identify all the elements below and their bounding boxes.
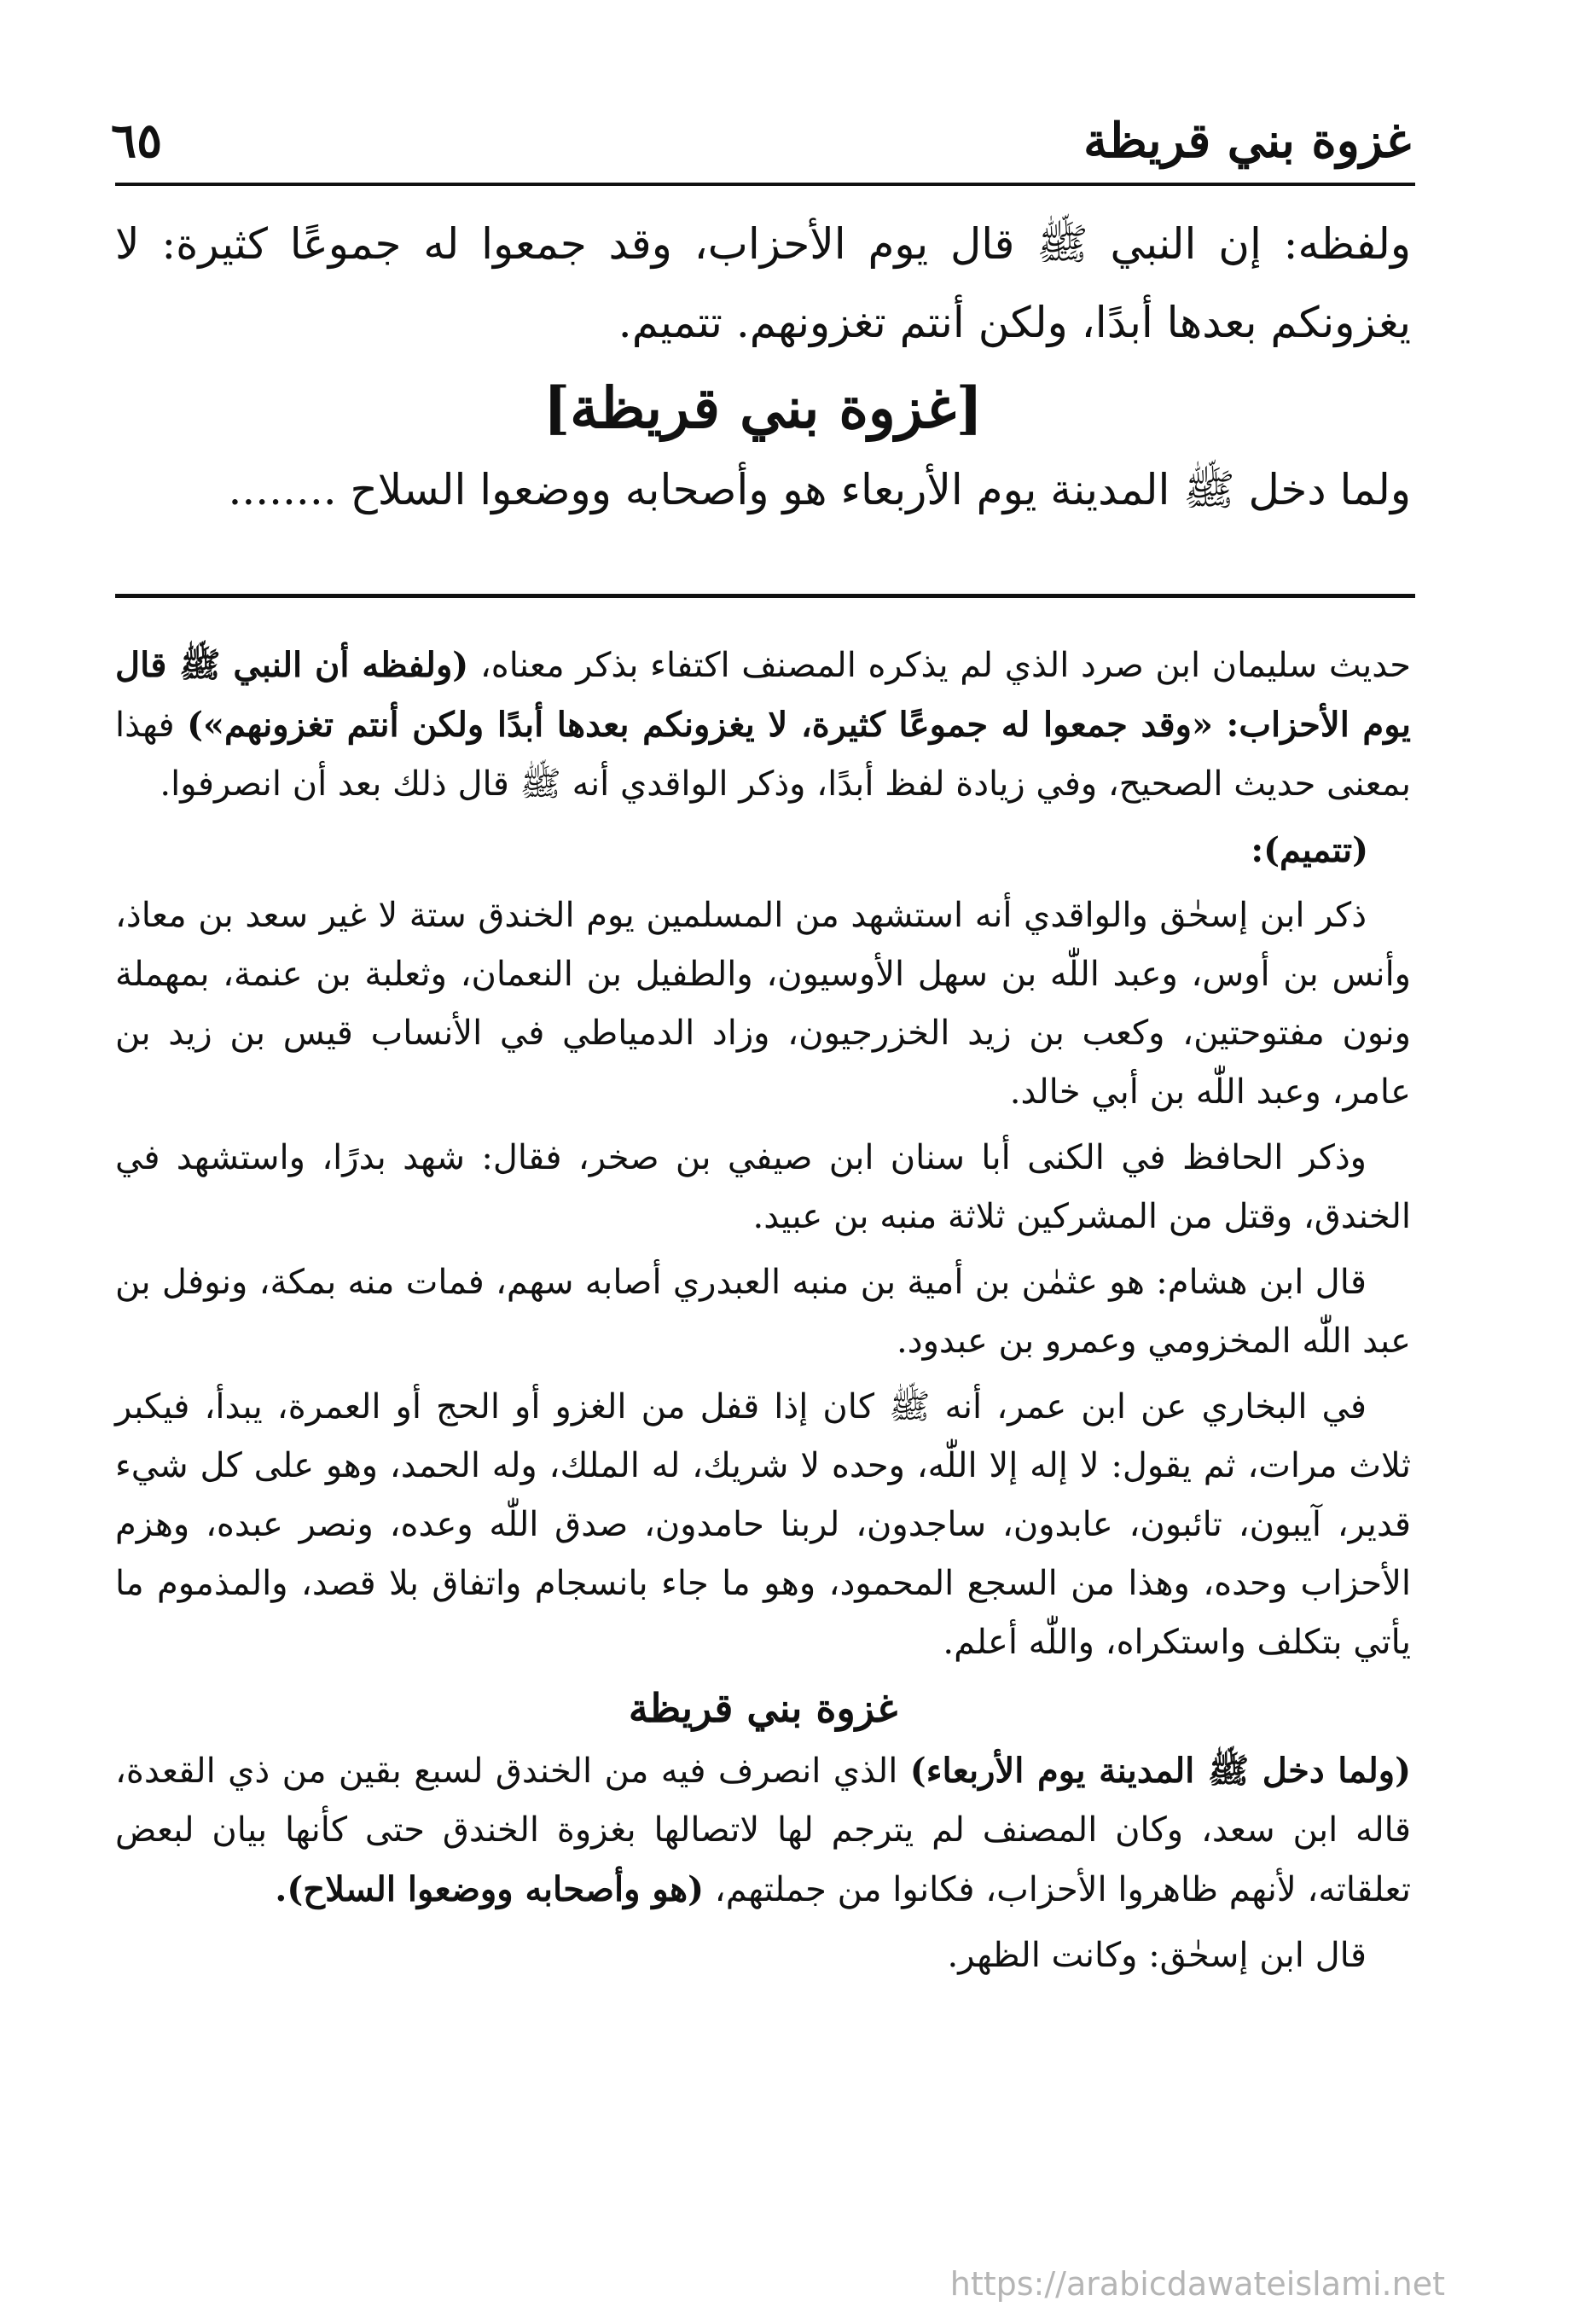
matn-section-title: [غزوة بني قريظة] [543, 375, 983, 441]
commentary-text [115, 636, 1411, 1992]
p1-text-a: حديث سليمان ابن صرد الذي لم يذكره المصنف اكتفاء بذكر معناه، [468, 646, 1411, 685]
watermark-url: https://arabicdawateislami.net [949, 2265, 1445, 2303]
p1-quote: (ولفظه أن النبي ﷺ قال يوم الأحزاب: «وقد جمعوا له جموعًا كثيرة، لا يغزونكم بعدها أبدًا ولكن أنتم تغزونهم») [115, 645, 1411, 745]
p6-quote-a: (ولما دخل ﷺ المدينة يوم الأربعاء) [909, 1751, 1412, 1791]
p6-quote-c: (هو وأصحابه ووضعوا السلاح). [275, 1869, 705, 1909]
commentary-paragraph-7: قال ابن إسحٰق: وكانت الظهر. [947, 1936, 1367, 1975]
matn-line-2 [115, 450, 1411, 529]
p6-text-b: الذي انصرف فيه من الخندق لسبع بقين من ذي القعدة، قاله ابن سعد، وكان المصنف لم يترجم لها لاتصالها بغزوة الخندق حتى كأنها بيان لبعض تعلقاته، لأنهم ظاهروا الأحزاب، فكانوا من جملتهم، [115, 1752, 1411, 1909]
commentary-section-heading: غزوة بني قريظة [628, 1685, 898, 1731]
matn-line-2-text: ولما دخل ﷺ المدينة يوم الأربعاء هو وأصحابه ووضعوا السلاح [350, 465, 1411, 514]
page-number: ٦٥ [111, 113, 163, 169]
commentary-paragraph-2: ذكر ابن إسحٰق والواقدي أنه استشهد من المسلمين يوم الخندق ستة لا غير سعد بن معاذ، وأنس بن أوس، وعبد اللّٰه بن سهل الأوسيون، والطفيل بن النعمان، وثعلبة بن عنمة، بمهملة ونون مفتوحتين، وكعب بن زيد الخزرجيون، وزاد الدمياطي في الأنساب قيس بن زيد بن عامر، وعبد اللّٰه بن أبي خالد. [115, 896, 1411, 1112]
p1-text-c: فهذا بمعنى حديث الصحيح، وفي زيادة لفظ أبدًا، وذكر الواقدي أنه ﷺ قال ذلك بعد أن انصرفوا. [115, 706, 1411, 804]
commentary-divider [115, 594, 1415, 598]
commentary-paragraph-1 [115, 636, 1411, 814]
commentary-paragraph-4: قال ابن هشام: هو عثمٰن بن أمية بن منبه العبدري أصابه سهم، فمات منه بمكة، ونوفل بن عبد اللّٰه المخزومي وعمرو بن عبدود. [115, 1263, 1411, 1361]
main-text [115, 205, 1411, 529]
matn-line-1: ولفظه: إن النبي ﷺ قال يوم الأحزاب، وقد جمعوا له جموعًا كثيرة: لا يغزونكم بعدها أبدًا، ولكن أنتم تغزونهم. تتميم. [115, 219, 1411, 347]
matn-ellipsis: ........ [228, 465, 337, 514]
commentary-paragraph-6 [115, 1741, 1411, 1920]
header-title: غزوة بني قريظة [1083, 113, 1411, 169]
commentary-paragraph-3: وذكر الحافظ في الكنى أبا سنان ابن صيفي بن صخر، فقال: شهد بدرًا، واستشهد في الخندق، وقتل من المشركين ثلاثة منبه بن عبيد. [115, 1138, 1411, 1236]
running-header [111, 75, 1411, 169]
tatmim-label: (تتميم): [1251, 830, 1368, 870]
header-rule [115, 183, 1415, 186]
commentary-paragraph-5: في البخاري عن ابن عمر، أنه ﷺ كان إذا قفل من الغزو أو الحج أو العمرة، يبدأ، فيكبر ثلاث مرات، ثم يقول: لا إله إلا اللّٰه، وحده لا شريك، له الملك، وله الحمد، وهو على كل شيء قدير، آيبون، تائبون، عابدون، ساجدون، لربنا حامدون، صدق اللّٰه وعده، ونصر عبده، وهزم الأحزاب وحده، وهذا من السجع المحمود، وهو ما جاء بانسجام واتفاق بلا قصد، والمذموم ما يأتي بتكلف واستكراه، واللّٰه أعلم. [115, 1387, 1411, 1662]
